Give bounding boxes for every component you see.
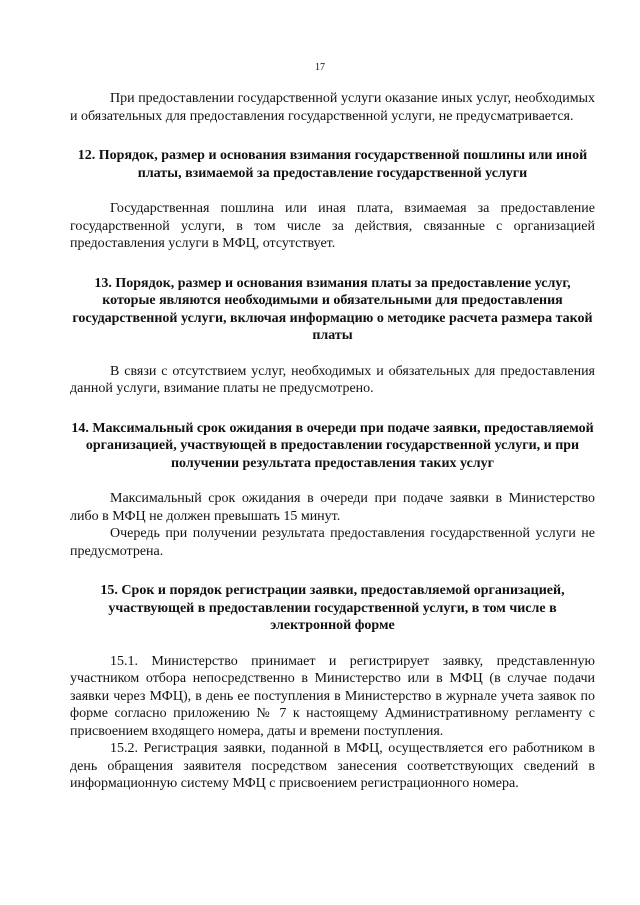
paragraph: Очередь при получении результата предоставления государственной услуги не предусмотрена. xyxy=(70,526,595,559)
page-content xyxy=(70,90,595,793)
paragraph: 15.2. Регистрация заявки, поданной в МФЦ, осуществляется его работником в день обращения заявителя посредством занесения соответствующих сведений в информационную систему МФЦ с присвоением регистрационного номера. xyxy=(70,741,595,791)
page-number: 17 xyxy=(315,62,325,73)
paragraph: При предоставлении государственной услуги оказание иных услуг, необходимых и обязательных для предоставления государственной услуги, не предусматривается. xyxy=(70,91,595,124)
paragraph: Государственная пошлина или иная плата, взимаемая за предоставление государственной услуги, в том числе за действия, связанные с организацией предоставления услуги в МФЦ, отсутствует. xyxy=(70,201,595,251)
paragraph: В связи с отсутствием услуг, необходимых и обязательных для предоставления данной услуги, взимание платы не предусмотрено. xyxy=(70,363,595,396)
paragraph: Максимальный срок ожидания в очереди при подаче заявки в Министерство либо в МФЦ не должен превышать 15 минут. xyxy=(70,491,595,524)
section-heading-13: 13. Порядок, размер и основания взимания платы за предоставление услуг, которые являются необходимыми и обязательными для предоставления государственной услуги, включая информацию о методике расчета размера такой платы xyxy=(72,275,593,343)
section-heading-14: 14. Максимальный срок ожидания в очереди при подаче заявки, предоставляемой организацией, участвующей в предоставлении государственной услуги, и при получении результата предоставления таких услуг xyxy=(71,420,594,471)
section-heading-15: 15. Срок и порядок регистрации заявки, предоставляемой организацией, участвующей в предоставлении государственной услуги, в том числе в электронной форме xyxy=(100,583,565,633)
paragraph: 15.1. Министерство принимает и регистрирует заявку, представленную участником отбора непосредственно в Министерство или в МФЦ (в случае подачи заявки через МФЦ), в день ее поступления в Министерство в журнале учета заявок по форме согласно приложению № 7 к настоящему Административному регламенту с присвоением входящего номера, даты и времени поступления. xyxy=(70,653,595,739)
section-heading-12: 12. Порядок, размер и основания взимания государственной пошлины или иной платы, взимаемой за предоставление государственной услуги xyxy=(77,148,588,181)
